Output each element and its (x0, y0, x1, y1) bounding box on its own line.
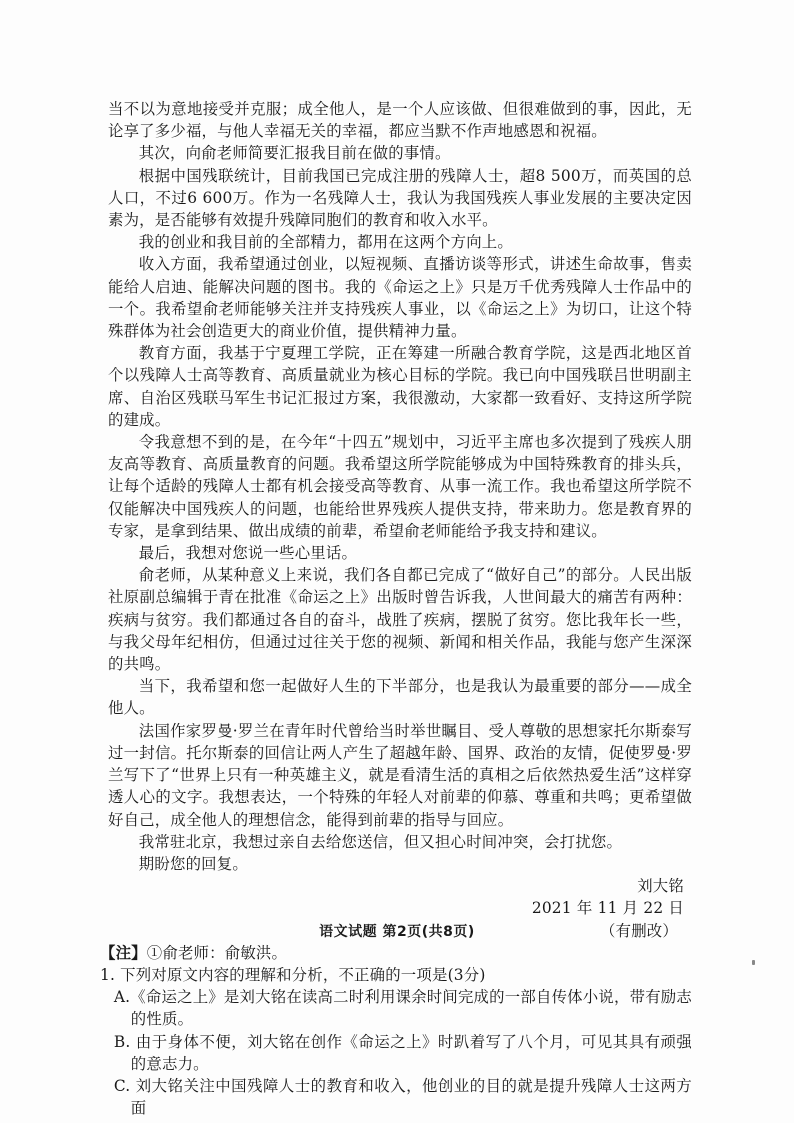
revised-note: （有删改） (600, 921, 678, 940)
letter-paragraph: 俞老师，从某种意义上来说，我们各自都已完成了“做好自己”的部分。人民出版社原副总编辑于青在批准《命运之上》出版时曾告诉我，人世间最大的痛苦有两种：疾病与贫穷。我们都通过各自的奋斗，战胜了疾病，摆脱了贫穷。您比我年长一些，与我父母年纪相仿，但通过过往关于您的视频、新闻和相关作品，我能与您产生深深的共鸣。 (108, 566, 692, 674)
letter-paragraph: 当下，我希望和您一起做好人生的下半部分，也是我认为最重要的部分——成全他人。 (108, 677, 692, 718)
letter-body (108, 98, 692, 875)
question-option-c: C. 刘大铭关注中国残障人士的教育和收入，他创业的目的就是提升残障人士这两方面 (113, 1076, 692, 1118)
note-text: ①俞老师：俞敏洪。 (146, 943, 288, 962)
letter-paragraph: 法国作家罗曼·罗兰在青年时代曾给当时举世瞩目、受人尊敬的思想家托尔斯泰写过一封信。托尔斯泰的回信让两人产生了超越年龄、国界、政治的友情，促使罗曼·罗兰写下了“世界上只有一种英雄主义，就是看清生活的真相之后依然热爱生活”这样穿透人心的文字。我想表达，一个特殊的年轻人对前辈的仰慕、尊重和共鸣；更希望做好自己，成全他人的理想信念，能得到前辈的指导与回应。 (108, 721, 692, 829)
question-stem: 1. 下列对原文内容的理解和分析，不正确的一项是(3分) (100, 965, 486, 984)
letter-paragraph: 最后，我想对您说一些心里话。 (138, 544, 358, 563)
letter-paragraph: 当不以为意地接受并克服；成全他人，是一个人应该做、但很难做到的事，因此，无论享了多少福，与他人幸福无关的幸福，都应当默不作声地感恩和祝福。 (108, 100, 692, 141)
letter-paragraph: 教育方面，我基于宁夏理工学院，正在筹建一所融合教育学院，这是西北地区首个以残障人士高等教育、高质量就业为核心目标的学院。我已向中国残联吕世明副主席、自治区残联马军生书记汇报过方案，我很激动，大家都一致看好、支持这所学院的建成。 (108, 344, 692, 429)
signature-name: 刘大铭 (637, 877, 684, 896)
question-option-b: B. 由于身体不便，刘大铭在创作《命运之上》时趴着写了八个月，可见其具有顽强的意志力。 (113, 1032, 692, 1073)
note-tag: 【注】 (100, 943, 147, 962)
annotation-note (100, 942, 692, 964)
letter-paragraph: 我常驻北京，我想过亲自去给您送信，但又担心时间冲突，会打扰您。 (138, 832, 623, 851)
letter-paragraph: 其次，向俞老师简要汇报我目前在做的事情。 (138, 144, 451, 163)
letter-paragraph: 根据中国残联统计，目前我国已完成注册的残障人士，超8 500万，而英国的总人口，不过6 600万。作为一名残障人士，我认为我国残疾人事业发展的主要决定因素为，是否能够有效提升残障同胞们的教育和收入水平。 (108, 166, 692, 230)
letter-paragraph: 我的创业和我目前的全部精力，都用在这两个方向上。 (138, 233, 513, 252)
question-option-a: A.《命运之上》是刘大铭在读高二时利用课余时间完成的一部自传体小说，带有励志的性质。 (113, 988, 692, 1029)
letter-paragraph: 令我意想不到的是，在今年“十四五”规划中，习近平主席也多次提到了残疾人朋友高等教育、高质量教育的问题。我希望这所学院能够成为中国特殊教育的排头兵，让每个适龄的残障人士都有机会接受高等教育、从事一流工作。我也希望这所学院不仅能解决中国残疾人的问题，也能给世界残疾人提供支持，带来助力。您是教育界的专家，是拿到结果、做出成绩的前辈，希望俞老师能给予我支持和建议。 (108, 433, 692, 540)
scan-speck (752, 960, 755, 965)
page-footer: 语文试题 第2页(共8页) (319, 924, 475, 940)
letter-paragraph: 期盼您的回复。 (138, 854, 248, 873)
letter-paragraph: 收入方面，我希望通过创业，以短视频、直播访谈等形式，讲述生命故事，售卖能给人启迪、能解决问题的图书。我的《命运之上》只是万千优秀残障人士作品中的一个。我希望俞老师能够关注并支持残疾人事业，以《命运之上》为切口，让这个特殊群体为社会创造更大的商业价值，提供精神力量。 (108, 255, 692, 341)
signature-date: 2021 年 11 月 22 日 (531, 899, 684, 918)
page-content (100, 98, 692, 1119)
